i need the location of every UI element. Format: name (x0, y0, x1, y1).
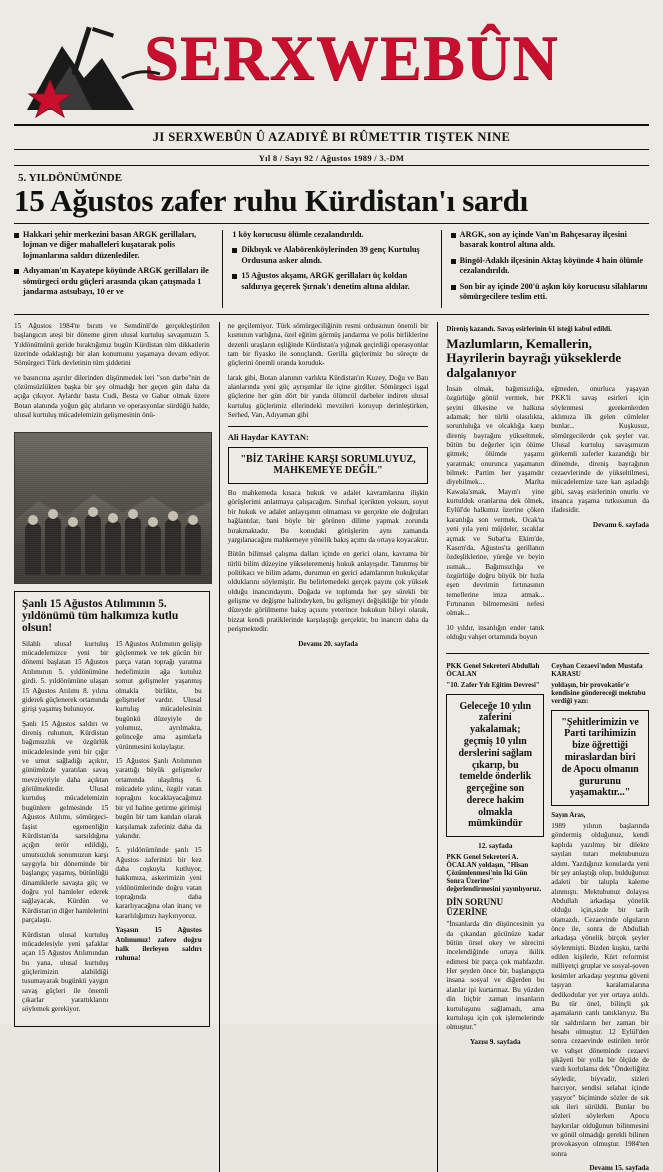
karasu-intro: yoldaşın, bir provokatör'e kendisine göndereceği mektubu verdiği yazı: (551, 680, 646, 705)
bullet-square-icon (14, 269, 19, 274)
column-right (437, 322, 649, 1172)
page-title: SERXWEBÛN (143, 23, 560, 93)
bullet-item (232, 245, 430, 266)
main-body (14, 322, 649, 1172)
prisoners-headline: Mazlumların, Kemallerin, Hayrilerin bayrağı yükseklerde dalgalanıyor (446, 335, 622, 380)
bullets-column-1 (14, 230, 212, 308)
editorial-box (14, 591, 210, 1027)
karasu-byline: Ceyhan Cezaevi'nden Mustafa KARASU (551, 661, 643, 678)
editorial-title: Şanlı 15 Ağustos Atılımının 5. yıldönümü tüm halkımıza kutlu olsun! (22, 597, 179, 635)
ocalan-page-ref: 12. sayfada (478, 842, 513, 851)
bullets-column-3 (441, 230, 649, 308)
divider (14, 223, 649, 224)
bullet-item (451, 256, 649, 277)
prisoners-columns (446, 385, 649, 648)
lead-kicker: 5. YILDÖNÜMÜNDE (18, 172, 123, 184)
bullet-item (14, 266, 212, 298)
lead-col-1 (14, 322, 210, 426)
bullet-item (232, 271, 430, 292)
mountain-star-emblem (22, 18, 172, 118)
bullet-square-icon (232, 274, 237, 279)
masthead (14, 10, 649, 122)
ocalan-column (446, 659, 544, 1172)
paragraph: 5. yıldönümünde şanlı 15 Ağustos zaferinizi bir kez daha coşkuyla kutluyor, hakkımıza, askerimizin yeni yıldönümlerinde doğru vatan toprağında daha kararlıyacağına olan inanç ve kararlılığımızı haykırıyoruz. (115, 846, 202, 920)
paragraph: "İnsanlarda din düşüncesinin ya da çıkandan gücünüze kadar bütün örsel okey ve sürecini incelendiğinde ortaya ikilik edimesi bir parça çok mahfazdır. Her şeyden önce bir, başlangıçta insana sosyal ve diğerden bu alanlar ipi kurtarmaz. Bu yüzden din hiçbir zaman insanların kurtuluşunu sağlamadı, ama kurtuluşu için çok işlemelerinde olmuştur." (446, 920, 545, 1032)
paragraph: Kürdistan ulusal kurtuluş mücadelesiyle yeni şafaklar açan 15 Ağustos Atılımından bu yana, ulusal kurtuluş güçlerimizin alabildiği tusumayarak bugünkü yaygın savaş güçleri ile önemli çıkarlar yarattıklarını söylemek gerekiyor. (22, 930, 109, 1014)
bullet-text: Adıyaman'ın Kayatepe köyünde ARGK gerillaları ile sömürgeci ordu güçleri arasında çıkan çatışmada 1 jandarma astsubayı, 10 er ve (23, 266, 209, 297)
continuation-note: Devamı 15. sayfada (589, 1164, 650, 1172)
bullet-text: 15 Ağustos akşamı, ARGK gerillaları üç koldan saldırıya geçerek Şırnak'ı denetim altına aldılar. (241, 271, 410, 291)
paragraph: Şanlı 15 Ağustos saldırı ve direniş ruhunun, Kürdistan bağımsızlık ve özgürlük mücadelesinde yeni bir çığır ve umut sağladığı açıktır, günümüzde yaratılan savaş mevziyeriyle daha açıktan görülmektedir. Ulusal kurtuluş mücadelemizin bugünlere gelmesinde 15 Ağustos Atılımı, sömürgeci-faşist egemenliğin Kürdistan'da sarsıldığına açığın terör edildiği, umutsuzluk sonumuzun karşı saygıyla bir döneminde bir başlangıç yaşamış, bütünlüğü dinamiklerle savaşta güç ve doğru yol hamleler ederek sağlayacak, Kürdün ve Kürdistan'ın diğer hamlelerini parçalaştı. (22, 719, 109, 925)
bullet-square-icon (232, 248, 237, 253)
bullet-item (232, 230, 430, 241)
editorial-col-2 (115, 640, 201, 1020)
lead-headline: 15 Ağustos zafer ruhu Kürdistan'ı sardı (14, 183, 528, 218)
column-middle (219, 322, 429, 1172)
paragraph: 10 yıldır, insanlığın ender tanık olduğu vahşet ortamında boyun (446, 623, 545, 642)
divider (446, 653, 649, 654)
divider (228, 426, 429, 427)
bullet-text: Son bir ay içinde 200'ü aşkın köy korucusu silahlarını sömürgecilere teslim etti. (459, 281, 648, 302)
interview-headline: "BİZ TARİHE KARŞI SORUMLUYUZ, MAHKEMEYE DEĞİL" (228, 447, 429, 485)
ocalan-course-title: "10. Zafer Yılı Eğitim Devresi" (446, 680, 540, 689)
issue-line: Yıl 8 / Sayı 92 / Ağustos 1989 / 3.-DM (14, 150, 649, 166)
paragraph: 1989 yılının başlarında göndermiş olduğunuz, kendi kaplıda yazılmış bir dilekte sayılan tutarı mektubunuzu aldım. Yazdığınız konularda yeni bir şey anlaştığı olup, bulduğunuz adaleti bir talupla kaleme alınmıştı. Mektubunuz dolayısı Abdullah arkadaşa yönelik olduğu için,sizde bir tarih olamazdı. Cezaevinde olguların önce ile, sonra de Abdullah arkadaşa yönelik birçok şeyler söylenmişti. Bizden kuşku, tarihi edilen kişilerle, Kürt reformist milliyetçi gruplar ve sosyal-şoven kesimler arkadaşı yeşrıma güveni taşıyan karalamalarına dedikodular yer yer ortaya atıldı. Bu tür önel, bilinçli şık aşamaların canlı tanıklarıyız. Bu tür saldırıların her zaman bir hesabı olmuştur. 12 Eylül'den sonra cezaevinde estirilen terör ve vahşet döneminde cezaevi şikâyeti bir yolla bir ölçüde de vardı korlulama dek "Önderliğinz söyledir, biyvadir, sizleri harcıyor, sendisi selahat içinde yaşıyor" biçiminde sözler de sık sık ileri sürüldü. Bunlar bu sözleri söylerken Apocu haykırılar olduğunun bilinmesini ve gönül olmadığı gerekli bilinen provokasyon olmuştur. 1984'ten sonra (551, 822, 650, 1158)
paragraph: 15 Ağustos 1984'te bırım ve Semdinli'de gerçekleştirilen başlangıcın ateşi bir döneme giren ulusal kurtuluş savaşımızın 5. Yıldönümünü geride bıraktığımız bugün Kürdistan tüm dikkatlerin üzerinde odaklaştığı bir alan konumunu yaşamaya devam ediyor. Sömürgeci Türk devletinin tüm şiddetini (14, 321, 210, 368)
bullet-item (451, 230, 649, 251)
masthead-slogan: JI SERXWEBÛN Û AZADIYÊ BI RÛMETTIR TIŞTEK NINE (14, 124, 649, 150)
bullet-square-icon (451, 259, 456, 264)
karasu-salutation: Sayın Aras, (551, 811, 586, 820)
paragraph: Bu mahkemeda kısaca hukuk ve adalet kavramlarına ilişkin görüşlerimi anlatmaya çalışacağım. Sınıfsal içerikten yoksun, soyut bir hukuk ve adalet anlayışının olmaması ve gerçekte ele doğruları bağlantılar, bani böyle bir görünen dilime yapmak zorunda bırakmaktadır. Bu konudaki görüşlerim aynı zamanda yargılanacağını mahkemeye yönelik bakış açımı da ortaya koyacaktır. (227, 489, 429, 544)
prisoners-col-1 (446, 385, 544, 648)
bullet-text: Dikbıyık ve Alabörenköylerinden 39 genç Kurtuluş Ordusuna asker alındı. (241, 245, 420, 265)
bullets-column-2 (222, 230, 430, 308)
pkk-note: PKK Genel Sekreteri A. ÖCALAN yoldaşın, "Hisan Çözümlenmesi'nin İki Gün Sonra Üzerine" değerlendirmesini yayınlıyoruz. (446, 853, 542, 894)
bullet-item (451, 282, 649, 303)
paragraph: Silahlı ulusal kurtuluş mücadelemizce yeni bir dönemi başlatan 15 Ağustos Atılımının 5. yıldönümüne girdi. 5. yıldönümüne ulaşan 15 Ağustos Atılımı 8. yılına giderek güçlenerek ortamında girişi yaşamış bulunuyor. (22, 639, 109, 714)
paragraph: İnsan olmak, bağımsızlığa, özgürlüğe gönül vermek, her şeyini ülkesine ve halkına adamak; her türlü olasılıkta, sorunluluğa ve olcaklığa karşı direniş bayrağını yükseltmek, bütün bu değerler için ölüme gitmek; ölümde yaşamı yaratmak; onurunca yaşamanın bilmek: Partim her yaşamdır diyebilmek... Marlta Kawala'smak, Mayın'ı yine kurtulduk oranlarına dek ölmek, Eylül'de halkımız üzerine çöken karanlığa son vermek, Ocak'ta yeni yıla yeni müjdeler, sıcaklar açmak ve Subat'ta Ekim'de, Kasım'da, Ağustos'ta gerillanın özdeşliklerine, yüreğe ve beyin ısımak... Bağımsızlığa ve özgürlüğe doğru büyük bir hızla eşen devrimin fırtınasının temellerine imza atmak... Fırtınanın bilmemesini nefesi olmak... (446, 384, 545, 618)
paragraph: larak gibi, Botan alanının varlıkta Kürdistan'ın Kuzey, Doğu ve Batı alanlarında yeni güç ayrışımlar ile içine girdiler. Sömürgeci işgal güçlerine her gün dört bir yanda ölümcül darbeler indiren ulusal kurtuluş güçlerimiz ellerindeki mevzileri koruyup derinleştirken, Serhed, Van, Adıyaman gibi (227, 373, 429, 420)
religion-article-title: DİN SORUNU ÜZERİNE (446, 897, 504, 918)
article-byline: Ali Haydar KAYTAN: (227, 431, 309, 442)
editorial-signoff: Yaşasın 15 Ağustos Atılımımız! zafere doğru halk ilerleyen saldırı ruhuna! (115, 926, 202, 963)
ocalan-note: PKK Genel Sekreteri Abdullah ÖCALAN (446, 661, 540, 678)
ocalan-pullquote: Geleceğe 10 yılın zaferini yakalamak; geçmiş 10 yılın derslerini sağlam çıkarıp, bu temelde önderlik gerçeğine son derece hakim olmakla mümkündür (446, 694, 544, 838)
bullet-text: Bingöl-Adaklı ilçesinin Aktaş köyünde 4 hain ölümle cezalandırıldı. (459, 255, 644, 276)
paragraph: eğmeden, onurluca yaşayan PKK'li savaş esirleri için söylenmesi gerekenlerden aklımıza ilk gelen cümleler bunlar... Kuşkusuz, sömürgecilerde çok şeyler var. Ulusal kurtuluş savaşımızın görkemli zaferler kazandığı bir dönemde, direniş bayrağının cezaevlerinde de yükseltilmesi, mücadelemize taze kan aşıladığı gibi, savaş esirlerinin onurlu ve insanca yaşama tutkusunun da ifadesidir. (551, 384, 650, 515)
continuation-note: Yazısı 9. sayfada (470, 1037, 521, 1046)
bullet-square-icon (14, 233, 19, 238)
bullet-text: 1 köy korucusu ölümle cezalandırıldı. (232, 229, 364, 239)
continuation-note: Devamı 20. sayfada (298, 639, 358, 648)
prisoners-col-2 (551, 385, 649, 648)
continuation-note: Devamı 6. sayfada (592, 520, 650, 529)
column-left (14, 322, 210, 1172)
news-bullets (14, 230, 649, 315)
bullet-item (14, 230, 212, 262)
lead-text-block (14, 322, 210, 426)
bullet-square-icon (451, 233, 456, 238)
paragraph: Bütün bilimsel çalışma dalları içinde en gerici olanı, kavrama bir türlü bilim düzeyine yükseleremeniş hukuk anlayışıdır. Tanınmış bir politikacı ve bilim adamı, durumun en gerici adamlarının hukukçular olduklarını söylemiştir. Bu belirlemedeki gerçek payını çok yüksek olduğu inancındayım. Doğada ve toplumda her şey sürekli bir gelişme ve değişme halindeyken, bu gelişmeyi değişikliğe bir yönde düzeyde görülmeme bakış açısını yeterince hukukun bileyi olarak, bizzat kendi pratiklerinde karşılaştığı gerçektir, bu inancın daha da perişmektedir. (227, 550, 429, 634)
karasu-column (551, 659, 649, 1172)
bullet-text: ARGK, son ay içinde Van'ın Bahçesaray ilçesini basarak kontrol altına aldı. (459, 229, 627, 250)
bullet-square-icon (451, 285, 456, 290)
paragraph: ne geçilemiyor. Türk sömürgeciliğinin resmi ordusunun önemli bir kısmının varlığına, özel eğitim görmüş jandarma ve polis birliklerine dezenli uraşların eşliğinde Kürdistan'a yığınak geçirdiği operasyonlar tam bir fiyasko ile sonuçlandı. Gerilla güçlerimiz bu süreçte de güçlerini önemli oranda koruduk- (227, 321, 429, 368)
paragraph: 15 Ağustos Şanlı Atılımının yarattığı büyük gelişmeler ortamında ulaşılmış 6. mücadele yılını, özgür vatan toprağını kucaklayacağımız bir yıl haline getirme girimişi bugün bir tam kandan olarak karşılamak zaferiniz daha da yakındır. (115, 757, 202, 840)
bullet-text: Hakkari şehir merkezini basan ARGK gerillaları, lojman ve diğer mahalleleri kuşatarak polis lojmanlarına saldırı düzenlediler. (23, 229, 197, 260)
editorial-col-1 (22, 640, 108, 1020)
karasu-pullquote: "Şehitlerimizin ve Parti tarihimizin bize öğrettiği miraslardan biri de Apocu olmanın gururunu yaşamaktır..." (551, 710, 649, 807)
photo-grain-overlay (15, 433, 211, 583)
editorial-columns (22, 640, 202, 1020)
paragraph: 15 Ağustos Atılımının gelişip güçlenmek ve tek gücün bir parça vatan toprağı yaratma hedefimizin ağa kutuluz somut gelişmeler yaşanmış olmakla birlikte, bu gelişmeler vardır. Ulusal kurtuluş mücadelesinin bugünkü düzeyiyle de yolumuz, ayrılmakta, gelinceğe ama aşımlarla yürünmesini kolaylaştır. (115, 639, 202, 751)
guerrilla-group-photo (14, 432, 212, 584)
paragraph: ve basıncına aşırılır dilerinden düşünmedek leri "son darbe"nin de çözümsüzlükten başka bir şey olmadığı her geçen gün daha da açığa çıkıyor. Aylardır basta Cudi, Besta ve Gabar olmak üzere Botan alanında yoğun güç alırların ve operasyonlar sürdüğü halde, ulusal kurtuluş mücadelemizin gelişmesinin önü- (14, 373, 210, 420)
right-lower-columns (446, 659, 649, 1172)
prisoners-kicker: Direniş kazandı. Savaş esirlerinin 61 isteği kabul edildi. (446, 324, 612, 333)
